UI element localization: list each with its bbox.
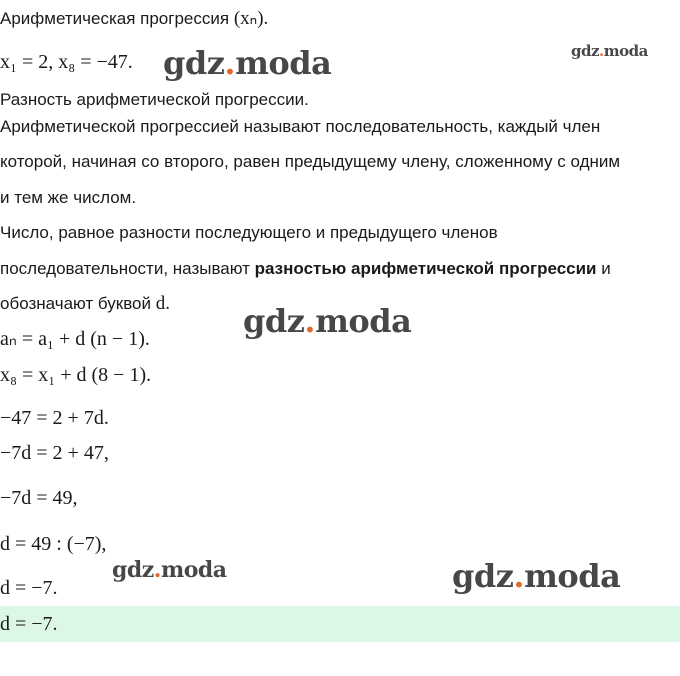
difference-term: разностью арифметической прогрессии [254, 259, 597, 278]
watermark-logo-text-end: moda [524, 557, 621, 595]
general-formula: aₙ = a₁ + d (n − 1). [0, 328, 150, 350]
watermark-logo [452, 557, 620, 595]
definition-line-5-start: последовательности, называют [0, 259, 255, 278]
watermark-logo [243, 302, 411, 340]
definition-line-1: Арифметической прогрессией называют последовательность, каждый член [0, 117, 601, 136]
watermark-logo-dot: . [224, 44, 236, 82]
watermark-logo-text: gdz [112, 557, 154, 583]
solution-step-6: d = −7. [0, 577, 58, 599]
definition-line-4: Число, равное разности последующего и предыдущего членов [0, 223, 498, 242]
definition-line-6-math: d. [155, 293, 170, 314]
definition-line-2: которой, начиная со второго, равен предыдущему члену, сложенному с одним [0, 152, 621, 171]
solution-step-2: −47 = 2 + 7d. [0, 407, 109, 429]
heading-text: Арифметическая прогрессия [0, 9, 230, 28]
watermark-logo-text-end: moda [235, 44, 332, 82]
watermark-logo-dot: . [153, 557, 161, 583]
watermark-logo-text: gdz [452, 557, 514, 595]
watermark-logo [571, 42, 648, 60]
definition-line-6-text: обозначают буквой [0, 294, 156, 313]
heading-line [0, 9, 268, 29]
heading-math: (xₙ). [233, 8, 269, 29]
watermark-logo-text: gdz [243, 302, 305, 340]
solution-step-5: d = 49 : (−7), [0, 533, 107, 555]
watermark-logo-text: gdz [163, 44, 225, 82]
watermark-logo [112, 557, 227, 583]
definition-line-5 [0, 259, 611, 279]
watermark-logo-text-end: moda [315, 302, 412, 340]
definition-line-6 [0, 294, 170, 314]
watermark-logo-dot: . [599, 42, 604, 60]
answer-highlight [0, 606, 680, 642]
solution-step-3: −7d = 2 + 47, [0, 442, 109, 464]
watermark-logo-text-end: moda [603, 42, 648, 60]
watermark-logo-text-end: moda [160, 557, 227, 583]
definition-line-5-end: и [596, 259, 611, 278]
definition-line-3: и тем же числом. [0, 188, 137, 207]
watermark-logo-dot: . [304, 302, 316, 340]
given-values: x₁ = 2, x₈ = −47. [0, 51, 133, 73]
solution-step-1: x₈ = x₁ + d (8 − 1). [0, 364, 152, 386]
watermark-logo-text: gdz [571, 42, 599, 60]
intro-text: Разность арифметической прогрессии. [0, 90, 309, 109]
watermark-logo [163, 44, 331, 82]
final-answer: d = −7. [0, 613, 58, 635]
solution-step-4: −7d = 49, [0, 487, 78, 509]
watermark-logo-dot: . [513, 557, 525, 595]
